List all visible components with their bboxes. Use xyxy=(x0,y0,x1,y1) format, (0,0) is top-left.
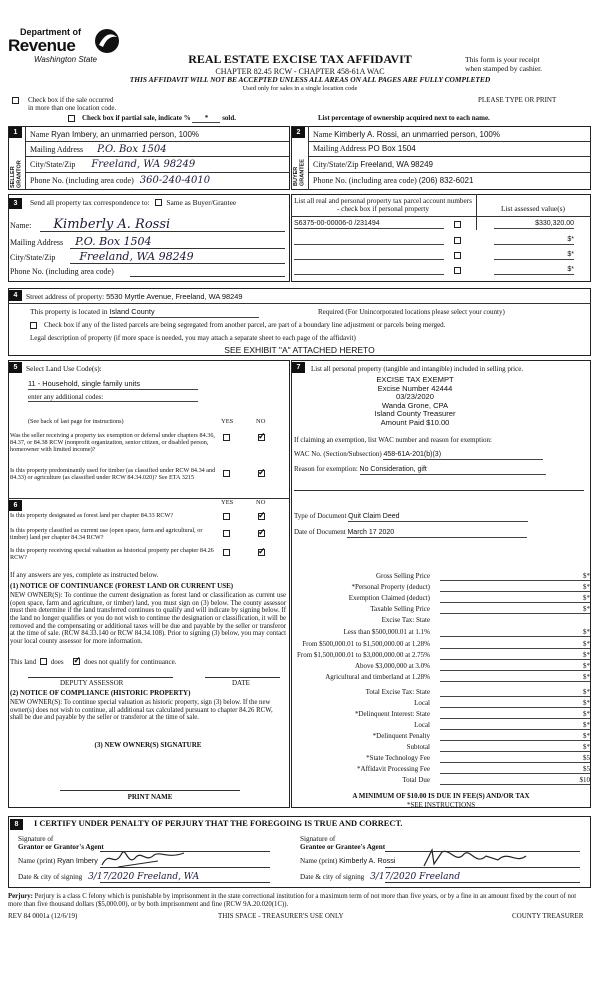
street-address-field xyxy=(26,293,242,302)
grantee-date-label: Date & city of signing xyxy=(300,873,365,881)
minimum-due-note: A MINIMUM OF $10.00 IS DUE IN FEE(S) AND/OR TAX xyxy=(352,792,530,800)
yes-header: YES xyxy=(221,418,234,425)
compliance-text: NEW OWNER(S): To continue special valuation as historic property, sign (3) below. If the new owner(s) does not wish to continue, all additional tax calculated pursuant to chapter 84.26 RCW, shall be due and payable by the seller or transferor at the time of sale. xyxy=(10,699,273,722)
type-or-print-label: PLEASE TYPE OR PRINT xyxy=(478,96,557,104)
wac-value[interactable]: 458-61A-201(b)(3) xyxy=(383,451,543,460)
grantor-date-label: Date & city of signing xyxy=(18,873,83,881)
buyer-city-value[interactable]: Freeland, WA 98249 xyxy=(360,160,433,169)
tax-row-value[interactable]: $* xyxy=(440,594,590,603)
continuance-text: NEW OWNER(S): To continue the current designation as forest land or classification as current use (open space, farm and agriculture, or timber) land, you must sign on (3) below. The county assessor must then determine if the land transferred continues to qualify and will indicate by signing below. If the land no longer qualifies or you do not wish to continue the designation or classification, it will be removed and the compensating or additional taxes will be due and payable by the seller or transferor at the time of sale. (RCW 84.33.140 or RCW 84.34.108). Prior to signing (3) below, you may contact your local county assessor for more information. xyxy=(10,592,286,646)
does-qualify-checkbox[interactable] xyxy=(40,658,47,665)
correspondence-mailing-field xyxy=(10,236,288,249)
logo-revenue-text: Revenue xyxy=(8,36,76,55)
additional-codes-label: enter any additional codes: xyxy=(28,393,198,402)
question-timber-no[interactable] xyxy=(258,470,265,477)
reason-label: Reason for exemption: xyxy=(294,465,358,473)
correspondence-header xyxy=(30,198,288,208)
tax-row-local xyxy=(298,699,590,708)
section-8-marker: 8 xyxy=(10,819,23,830)
logo-dept-text: Department of xyxy=(20,27,82,37)
correspondence-city-field xyxy=(10,251,288,264)
question-historic: Is this property receiving special valuation as historical property per chapter 84.26 RCW? xyxy=(10,547,214,561)
tax-row-bracket-1 xyxy=(298,628,590,637)
seller-mailing-label: Mailing Address xyxy=(30,145,84,154)
seller-mailing-field xyxy=(30,144,288,156)
parcel-number[interactable] xyxy=(294,251,444,260)
personal-property-checkbox[interactable] xyxy=(454,267,461,274)
section-6-marker: 6 xyxy=(9,500,22,511)
tax-row-label: Total Due xyxy=(402,776,430,784)
tax-row-label: *Personal Property (deduct) xyxy=(351,583,430,591)
exemption-claim-label: If claiming an exemption, list WAC number and reason for exemption: xyxy=(294,436,492,444)
perjury-footnote xyxy=(8,893,591,909)
this-land-label: This land xyxy=(10,658,37,666)
tax-row-bracket-4 xyxy=(298,662,590,671)
grantee-agent-label: Grantee or Grantee's Agent xyxy=(300,843,386,852)
tax-row-value[interactable]: $* xyxy=(440,651,590,660)
if-yes-instructions: If any answers are yes, complete as instructed below. xyxy=(10,571,159,579)
tax-row-value[interactable]: $5 xyxy=(440,754,590,763)
buyer-phone-value[interactable]: (206) 832-6021 xyxy=(418,176,474,185)
question-timber: Is this property predominantly used for timber (as classified under RCW 84.34 and 84.33) or agriculture (as classified under RCW 84.34.020)? See ETA 3215 xyxy=(10,467,216,481)
partial-sale-label xyxy=(82,114,236,123)
tax-row-value[interactable]: $* xyxy=(440,662,590,671)
seller-phone-field xyxy=(30,175,288,187)
personal-property-checkbox[interactable] xyxy=(454,221,461,228)
tax-row-label: From $500,000.01 to $1,500,000.00 at 1.28% xyxy=(302,640,430,648)
assessed-value[interactable]: $* xyxy=(494,266,574,275)
tax-row-interest-state xyxy=(298,710,590,719)
grantee-print-label: Name (print) xyxy=(300,857,338,865)
new-owner-signature-label: (3) NEW OWNER(S) SIGNATURE xyxy=(94,741,202,749)
tax-row-value[interactable]: $* xyxy=(440,710,590,719)
tax-row-label: *Delinquent Interest: State xyxy=(354,710,430,718)
multiple-locations-line1: Check box if the sale occurred xyxy=(28,96,114,104)
parcel-number[interactable] xyxy=(294,236,444,245)
question-forest-no[interactable] xyxy=(258,513,265,520)
tax-row-subtotal xyxy=(298,743,590,752)
seller-city-label: City/State/Zip xyxy=(30,160,76,169)
county-treasurer: COUNTY TREASURER xyxy=(512,912,584,920)
tax-row-value[interactable]: $5 xyxy=(440,765,590,774)
tax-row-technology-fee xyxy=(298,754,590,763)
seller-name-label: Name xyxy=(30,130,50,139)
stamp-line-2: Excise Number 42444 xyxy=(377,383,453,393)
street-address-label: Street address of property: xyxy=(26,292,105,301)
parcel-row xyxy=(294,251,574,261)
seller-phone-value[interactable]: 360-240-4010 xyxy=(139,175,211,186)
grantee-date-value[interactable]: 3/17/2020 Freeland xyxy=(370,872,461,882)
grantor-print-name-row xyxy=(18,857,98,865)
document-date-value[interactable]: March 17 2020 xyxy=(347,529,527,538)
receipt-note-line2: when stamped by cashier. xyxy=(465,63,543,73)
correspondence-mailing-value[interactable]: P.O. Box 1504 xyxy=(75,235,152,248)
question-forest: Is this property designated as forest land per chapter 84.33 RCW? xyxy=(10,512,174,519)
seller-city-value[interactable]: Freeland, WA 98249 xyxy=(91,159,196,170)
legal-description-value[interactable]: SEE EXHIBIT "A" ATTACHED HERETO xyxy=(224,345,375,355)
tax-row-label: Taxable Selling Price xyxy=(370,605,430,613)
ownership-percentage-note: List percentage of ownership acquired next to each name. xyxy=(318,114,490,122)
tax-row-total-due xyxy=(298,776,590,785)
section-7-marker: 7 xyxy=(292,362,305,373)
same-as-buyer-label: Same as Buyer/Grantee xyxy=(166,198,237,207)
no-header: NO xyxy=(256,418,266,425)
wac-field xyxy=(294,450,543,460)
partial-sale-value[interactable]: * xyxy=(192,114,220,123)
grantor-print-value[interactable]: Ryan Imbery xyxy=(57,856,98,865)
buyer-name-value[interactable]: Kimberly A. Rossi, an unmarried person, 100% xyxy=(334,130,500,139)
tax-row-label: Above $3,000,000 at 3.0% xyxy=(354,662,430,670)
county-value[interactable]: Island County xyxy=(109,308,259,318)
parcel-number[interactable] xyxy=(294,266,444,275)
compliance-heading: (2) NOTICE OF COMPLIANCE (HISTORIC PROPERTY) xyxy=(10,689,191,697)
perjury-footnote-text: Perjury is a class C felony which is punishable by imprisonment in the state correctional institution for a maximum term of not more than five years, or by a fine in an amount fixed by the court of not more than five thousand dollars ($5,000.00), or by both imprisonment and fine (RCW 9A.20.020(1C)). xyxy=(8,893,577,908)
grantor-signature-label: Signature of xyxy=(18,835,54,843)
tax-row-label: Local xyxy=(414,699,430,707)
no-header-6: NO xyxy=(256,499,266,506)
tax-row-gross xyxy=(298,572,590,581)
located-label: This property is located in xyxy=(30,307,108,316)
grantee-print-value[interactable]: Kimberly A. Rossi xyxy=(339,856,396,865)
receipt-note xyxy=(465,56,595,73)
partial-sale-text: Check box if partial sale, indicate % xyxy=(82,114,191,122)
segregated-parcel-label: Check box if any of the listed parcels are being segregated from another parcel, are part of a boundary line adjustment or parcels being merged. xyxy=(44,321,446,329)
buyer-mailing-value[interactable]: PO Box 1504 xyxy=(368,144,416,153)
tax-row-label: Less than $500,000.01 at 1.1% xyxy=(343,628,430,636)
seller-city-field xyxy=(30,159,288,171)
tax-row-interest-local xyxy=(298,721,590,730)
correspondence-city-label: City/State/Zip xyxy=(10,253,56,262)
see-instructions-note: *SEE INSTRUCTIONS xyxy=(406,801,476,809)
document-date-field xyxy=(294,528,527,538)
tax-row-label: From $1,500,000.01 to $3,000,000.00 at 2.75% xyxy=(297,651,430,659)
tax-row-label: Gross Selling Price xyxy=(375,572,430,580)
seller-phone-label: Phone No. (including area code) xyxy=(30,176,134,185)
section-4-marker: 4 xyxy=(9,290,22,301)
does-not-qualify-checkbox[interactable] xyxy=(73,658,80,665)
multiple-locations-line2: in more than one location code. xyxy=(28,104,117,113)
question-exemption-no[interactable] xyxy=(258,434,265,441)
tax-row-bracket-2 xyxy=(298,640,590,649)
assessed-value[interactable]: $* xyxy=(494,251,574,260)
print-name-label: PRINT NAME xyxy=(127,793,173,801)
tax-row-value[interactable]: $* xyxy=(440,628,590,637)
grantor-print-label: Name (print) xyxy=(18,857,56,865)
land-use-value[interactable]: 11 - Household, single family units xyxy=(28,380,198,390)
date-label: DATE xyxy=(232,679,250,687)
tax-row-value[interactable]: $* xyxy=(440,721,590,730)
exempt-stamp xyxy=(340,376,490,427)
legal-description-label: Legal description of property (if more space is needed, you may attach a separate sheet to each page of the affidavit) xyxy=(30,334,356,342)
continuance-heading: (1) NOTICE OF CONTINUANCE (FOREST LAND OR CURRENT USE) xyxy=(10,582,234,590)
form-number: REV 84 0001a (12/6/19) xyxy=(8,912,78,920)
tax-row-value[interactable]: $* xyxy=(440,583,590,592)
buyer-name-field xyxy=(313,130,589,139)
question-historic-no[interactable] xyxy=(258,549,265,556)
multiple-locations-checkbox[interactable] xyxy=(12,97,19,104)
correspondence-header-text: Send all property tax correspondence to: xyxy=(30,198,150,207)
tax-row-label: Agricultural and timberland at 1.28% xyxy=(325,673,430,681)
tax-row-bracket-3 xyxy=(298,651,590,660)
assessed-value[interactable]: $330,320.00 xyxy=(494,220,574,229)
does-not-label: does not qualify for continuance. xyxy=(84,658,177,666)
section-3-marker: 3 xyxy=(9,198,22,209)
question-exemption: Was the seller receiving a property tax exemption or deferral under chapters 84.36, 84.37, or 84.38 RCW (nonprofit organization, senior citizen, or disabled person, homeowner with limited income)? xyxy=(10,432,215,453)
tax-row-value[interactable]: $* xyxy=(440,605,590,614)
grantee-print-name-row xyxy=(300,857,395,865)
treasurer-use-only: THIS SPACE - TREASURER'S USE ONLY xyxy=(218,912,344,920)
parcel-header: List all real and personal property tax parcel account numbers - check box if personal property xyxy=(294,197,472,214)
tax-row-agricultural xyxy=(298,673,590,682)
perjury-footnote-label: Perjury: xyxy=(8,893,33,900)
stamp-line-4: Wanda Grone, CPA xyxy=(381,400,449,410)
section-5-marker: 5 xyxy=(9,362,22,373)
seller-name-field xyxy=(30,130,288,139)
tax-row-penalty xyxy=(298,732,590,741)
buyer-phone-field xyxy=(313,176,589,185)
tax-row-value[interactable]: $* xyxy=(440,673,590,682)
question-timber-yes[interactable] xyxy=(223,470,230,477)
correspondence-phone-field: Phone No. (including area code) xyxy=(10,267,114,276)
partial-sale-checkbox[interactable] xyxy=(68,115,75,122)
tax-row-label: Total Excise Tax: State xyxy=(365,688,430,696)
grantee-date-row xyxy=(300,872,460,882)
buyer-phone-label: Phone No. (including area code) xyxy=(313,176,417,185)
correspondence-name-label: Name: xyxy=(10,221,32,230)
seller-grantor-label: SELLER GRANTOR xyxy=(10,160,23,188)
document-type-value[interactable]: Quit Claim Deed xyxy=(348,513,528,522)
does-label: does xyxy=(50,658,64,666)
tax-row-excise-state xyxy=(298,616,590,625)
seller-mailing-value[interactable]: P.O. Box 1504 xyxy=(97,144,167,155)
buyer-city-label: City/State/Zip xyxy=(313,160,359,169)
tax-row-label: Subtotal xyxy=(406,743,430,751)
tax-row-label: *Delinquent Penalty xyxy=(372,732,430,740)
document-date-label: Date of Document xyxy=(294,528,346,536)
section-1-marker: 1 xyxy=(9,127,22,138)
question-exemption-yes[interactable] xyxy=(223,434,230,441)
parcel-row xyxy=(294,236,574,246)
reason-value[interactable]: No Consideration, gift xyxy=(360,466,546,475)
grantor-agent-label: Grantor or Grantor's Agent xyxy=(18,843,104,852)
question-forest-yes[interactable] xyxy=(223,513,230,520)
buyer-mailing-field xyxy=(313,144,589,153)
parcel-row xyxy=(294,220,574,230)
tax-row-value[interactable]: $10 xyxy=(440,776,590,785)
stamp-line-1: EXCISE TAX EXEMPT xyxy=(376,375,454,384)
document-type-label: Type of Document xyxy=(294,512,347,520)
correspondence-mailing-label: Mailing Address xyxy=(10,238,64,247)
grantee-signature-label: Signature of xyxy=(300,835,336,843)
form-single-location: Used only for sales in a single location code xyxy=(242,85,358,92)
logo-state-text: Washington State xyxy=(34,55,98,64)
agency-logo xyxy=(8,27,128,71)
buyer-city-field xyxy=(313,160,589,169)
question-current-use-no[interactable] xyxy=(258,530,265,537)
tax-row-label: Exemption Claimed (deduct) xyxy=(348,594,430,602)
tax-row-value[interactable]: $* xyxy=(440,640,590,649)
land-qualify-row xyxy=(10,657,176,666)
tax-row-processing-fee xyxy=(298,765,590,774)
tax-row-label: Local xyxy=(414,721,430,729)
personal-property-checkbox[interactable] xyxy=(454,237,461,244)
perjury-certification: I CERTIFY UNDER PENALTY OF PERJURY THAT THE FOREGOING IS TRUE AND CORRECT. xyxy=(34,819,403,828)
personal-property-label: List all personal property (tangible and intangible) included in selling price. xyxy=(311,365,524,373)
correspondence-name-value[interactable]: Kimberly A. Rossi xyxy=(53,217,171,232)
parcel-number[interactable]: S6375-00-00006-0 /231494 xyxy=(294,220,444,229)
stamp-line-6: Amount Paid $10.00 xyxy=(380,417,450,427)
land-use-instructions: (See back of last page for instructions) xyxy=(28,418,124,425)
stamp-line-5: Island County Treasurer xyxy=(374,409,456,419)
correspondence-city-value[interactable]: Freeland, WA 98249 xyxy=(79,250,194,263)
question-current-use-yes[interactable] xyxy=(223,530,230,537)
stamp-line-3: 03/23/2020 xyxy=(395,392,434,402)
street-address-value[interactable]: 5530 Myrtle Avenue, Freeland, WA 98249 xyxy=(106,292,243,301)
yes-header-6: YES xyxy=(221,499,234,506)
property-location-field xyxy=(30,308,259,318)
tax-row-value[interactable]: $* xyxy=(440,688,590,697)
parcel-row xyxy=(294,266,574,276)
receipt-note-line1: This form is your receipt xyxy=(465,55,540,64)
wac-label: WAC No. (Section/Subsection) xyxy=(294,450,382,458)
question-historic-yes[interactable] xyxy=(223,549,230,556)
tax-row-taxable xyxy=(298,605,590,614)
deputy-assessor-label: DEPUTY ASSESSOR xyxy=(60,679,124,687)
tax-row-total-state xyxy=(298,688,590,697)
tax-row-label: *Affidavit Processing Fee xyxy=(357,765,430,773)
tax-row-value[interactable]: $* xyxy=(440,572,590,581)
reason-field xyxy=(294,465,546,475)
partial-sale-sold: sold. xyxy=(222,114,237,122)
same-as-buyer-checkbox[interactable] xyxy=(155,199,162,206)
tax-row-personal xyxy=(298,583,590,592)
section-2-marker: 2 xyxy=(292,127,305,138)
grantor-date-row xyxy=(18,872,199,882)
form-title: REAL ESTATE EXCISE TAX AFFIDAVIT xyxy=(188,52,412,66)
land-use-label: Select Land Use Code(s): xyxy=(26,364,102,373)
personal-property-checkbox[interactable] xyxy=(454,252,461,259)
assessed-header: List assessed value(s) xyxy=(500,204,566,213)
tax-row-label: *State Technology Fee xyxy=(366,754,430,762)
seller-name-value[interactable]: Ryan Imbery, an unmarried person, 100% xyxy=(51,130,200,139)
form-chapter: CHAPTER 82.45 RCW - CHAPTER 458-61A WAC xyxy=(215,67,385,76)
buyer-grantee-label: BUYER GRANTEE xyxy=(293,159,306,186)
assessed-value[interactable]: $* xyxy=(494,236,574,245)
buyer-mailing-label: Mailing Address xyxy=(313,144,367,153)
form-notice: THIS AFFIDAVIT WILL NOT BE ACCEPTED UNLESS ALL AREAS ON ALL PAGES ARE FULLY COMPLETED xyxy=(129,75,491,84)
tax-row-value[interactable]: $* xyxy=(440,699,590,708)
tax-row-value[interactable]: $* xyxy=(440,743,590,752)
tax-row-value[interactable]: $* xyxy=(440,732,590,741)
buyer-name-label: Name xyxy=(313,130,333,139)
unincorporated-note: Required (For Unincorporated locations please select your county) xyxy=(318,308,505,316)
grantor-date-value[interactable]: 3/17/2020 Freeland, WA xyxy=(88,872,200,882)
document-type-field xyxy=(294,512,528,522)
multiple-locations-label xyxy=(28,96,116,112)
tax-row-label: Excise Tax: State xyxy=(381,616,430,624)
segregated-parcel-checkbox[interactable] xyxy=(30,322,37,329)
tax-row-exemption xyxy=(298,594,590,603)
question-current-use: Is this property classified as current use (open space, farm and agricultural, or timber) land per chapter 84.34 RCW? xyxy=(10,527,203,541)
logo-swoosh-icon xyxy=(90,27,124,55)
